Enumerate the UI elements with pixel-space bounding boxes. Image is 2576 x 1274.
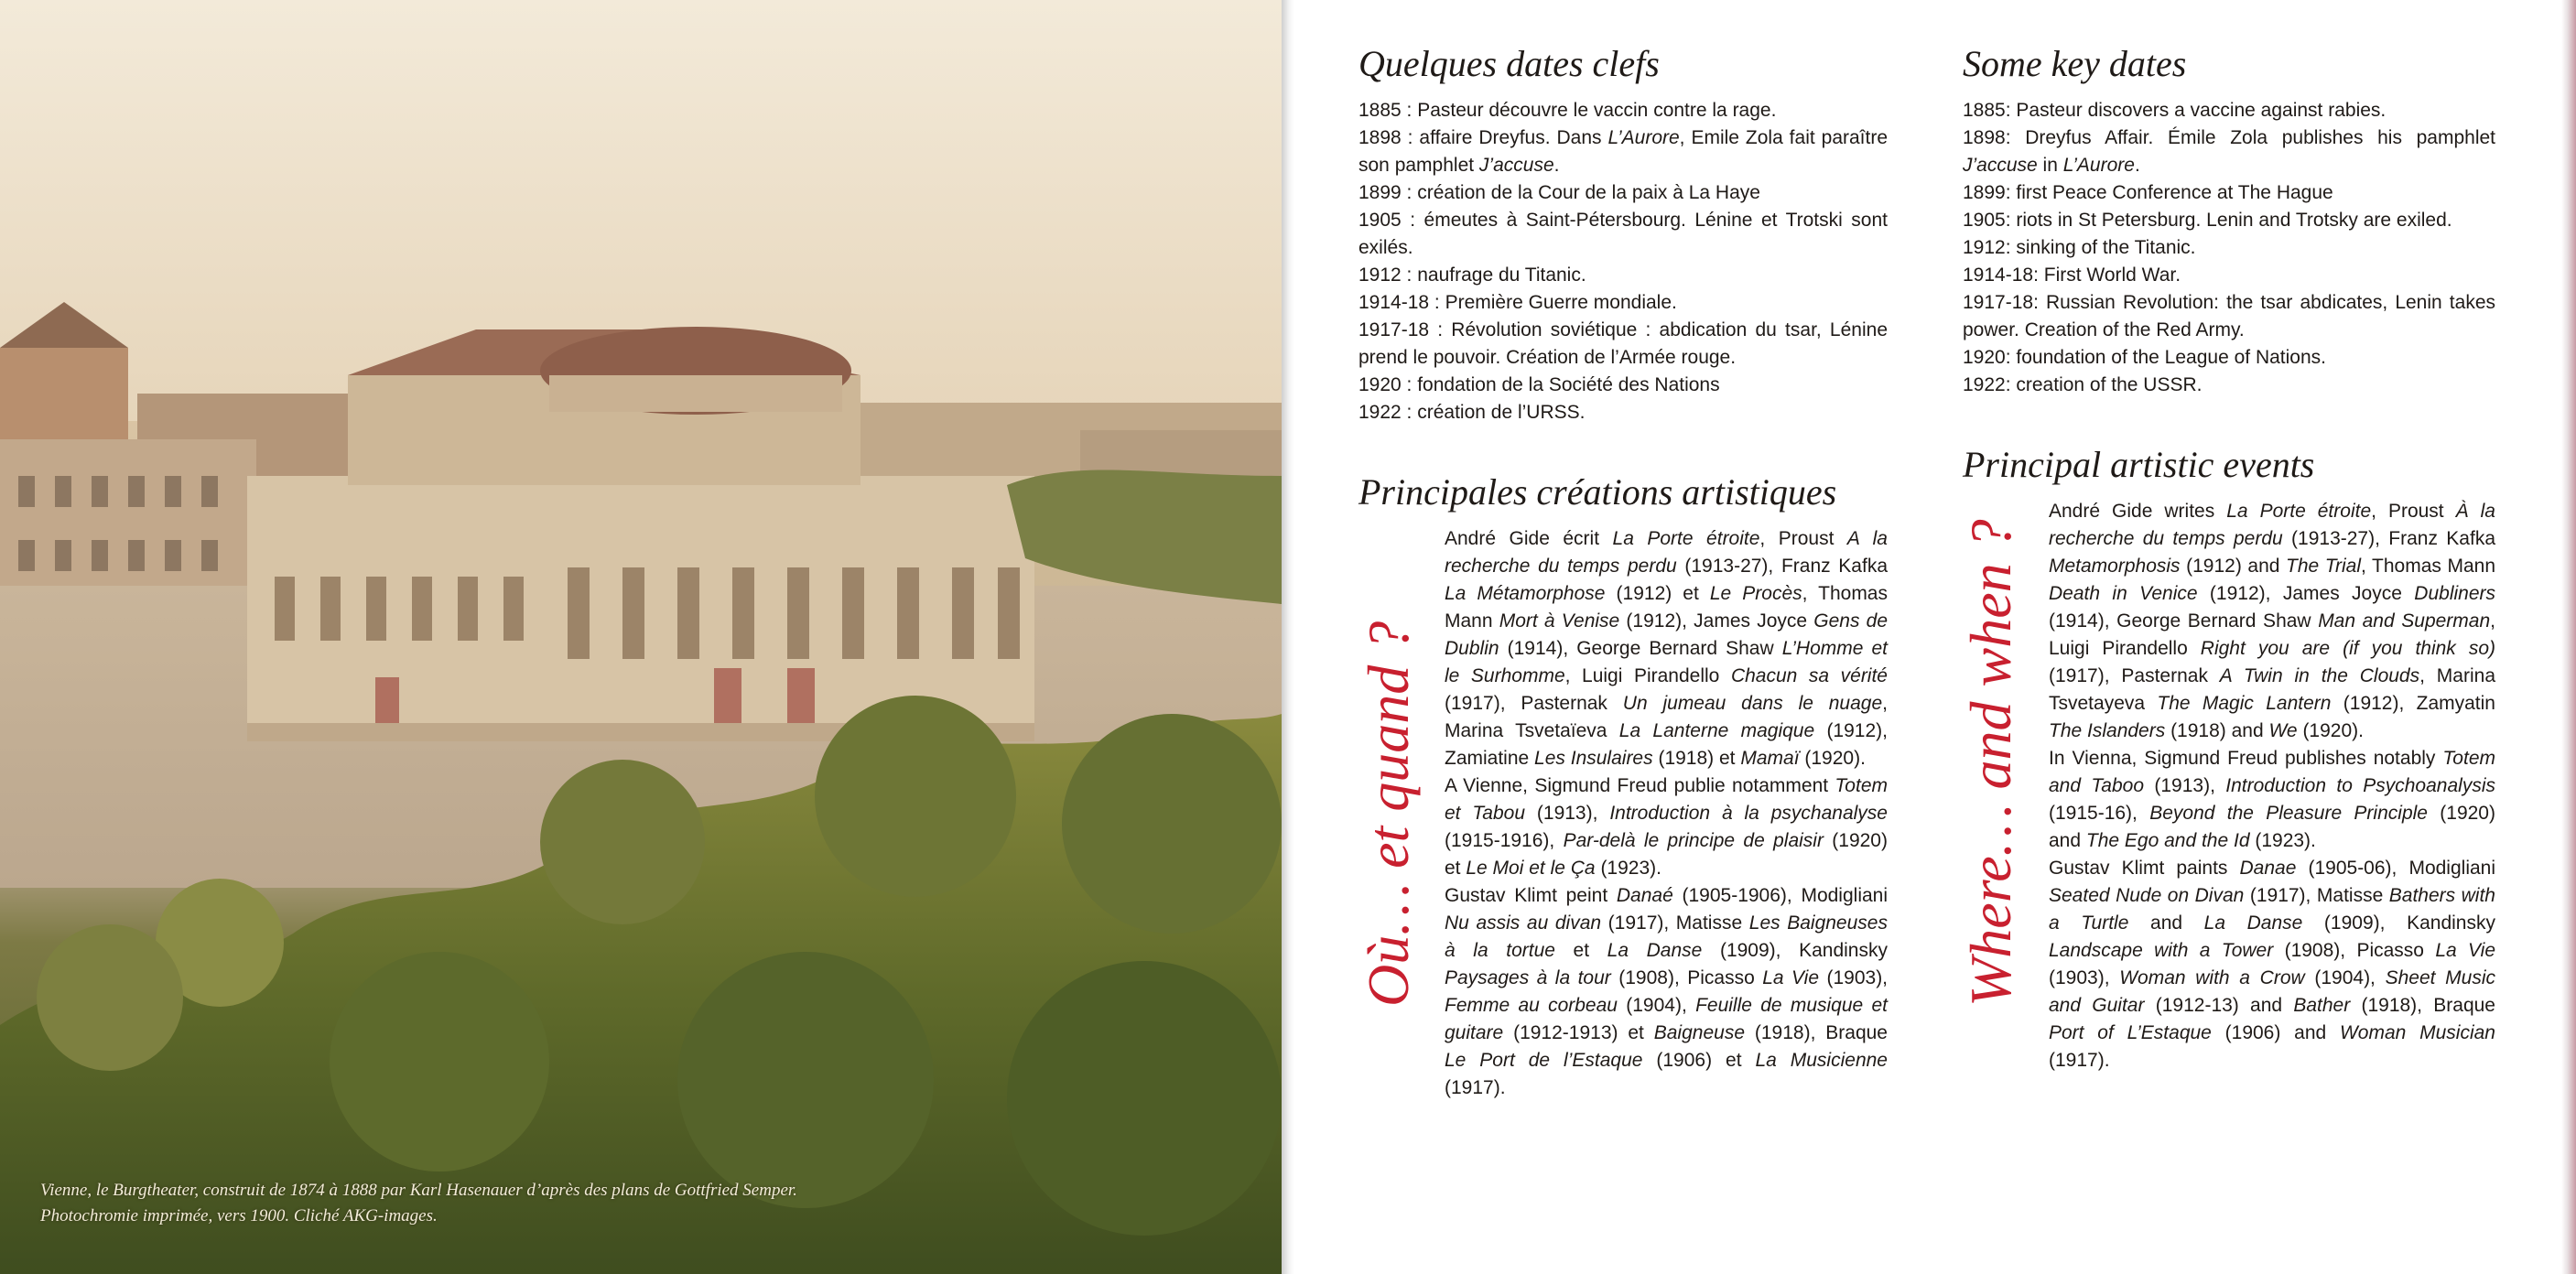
work-title: La Porte étroite <box>2226 501 2372 522</box>
work-title: Baigneuse <box>1653 1022 1745 1043</box>
work-title: Seated Nude on Divan <box>2049 885 2245 906</box>
text-page <box>1294 0 2576 1274</box>
work-title: La Danse <box>1607 940 1703 961</box>
english-side-title: Where… and when ? <box>1958 519 2023 1007</box>
english-works-text <box>1963 498 2495 1074</box>
date-entry: 1914-18 : Première Guerre mondiale. <box>1358 292 1677 313</box>
work-title: A la recherche du temps perdu <box>1445 528 1888 577</box>
work-title: Le Moi et le Ça <box>1466 858 1596 879</box>
date-entry: 1922: creation of the USSR. <box>1963 374 2203 395</box>
date-entry: 1922 : création de l’URSS. <box>1358 402 1586 423</box>
work-title: Le Procès <box>1709 583 1802 604</box>
work-title: A Twin in the Clouds <box>2219 665 2420 686</box>
caption-line-2: Photochromie imprimée, vers 1900. Cliché AKG-images. <box>40 1206 438 1225</box>
date-entry: 1899: first Peace Conference at The Hague <box>1963 182 2333 203</box>
french-dates-heading: Quelques dates clefs <box>1358 43 1660 84</box>
work-title: La Vie <box>2435 940 2495 961</box>
work-title: Woman Musician <box>2339 1022 2495 1043</box>
work-title: Woman with a Crow <box>2119 967 2305 988</box>
english-dates-heading: Some key dates <box>1963 43 2187 84</box>
work-title: The Ego and the Id <box>2085 830 2250 851</box>
works-paragraph-painting: Gustav Klimt peint Danaé (1905-1906), Modigliani Nu assis au divan (1917), Matisse Les Baigneuses à la tortue et La Danse (1909), Kandinsky Paysages à la tour (1908), Picasso La Vie (1903), Femme au corbeau (1904), Feuille de musique et guitare (1912-1913) et Baigneuse (1918), Braque Le Port de l’Estaque (1906) et La Musicienne (1917). <box>1445 885 1889 1098</box>
date-entry: 1912: sinking of the Titanic. <box>1963 237 2196 258</box>
date-entry: 1898: Dreyfus Affair. Émile Zola publishes his pamphlet J’accuse in L’Aurore. <box>1963 127 2495 176</box>
work-title: À la recherche du temps perdu <box>2049 501 2495 549</box>
work-title: Les Insulaires <box>1534 748 1653 769</box>
work-title: Introduction to Psychoanalysis <box>2225 775 2495 796</box>
french-column <box>1358 40 1888 1102</box>
date-entry-italic: L’Aurore <box>2062 155 2135 176</box>
work-title: Un jumeau dans le nuage <box>1622 693 1883 714</box>
work-title: La Musicienne <box>1755 1050 1888 1071</box>
english-column <box>1963 40 2495 1074</box>
date-entry: 1920 : fondation de la Société des Nations <box>1358 374 1720 395</box>
work-title: La Vie <box>1762 967 1820 988</box>
work-title: Mort à Venise <box>1499 610 1620 632</box>
english-dates-list <box>1963 97 2495 399</box>
work-title: Dubliners <box>2414 583 2496 604</box>
work-title: Le Port de l’Estaque <box>1445 1050 1643 1071</box>
french-works-text <box>1358 525 1888 1102</box>
date-entry: 1905: riots in St Petersburg. Lenin and Trotsky are exiled. <box>1963 210 2452 231</box>
works-paragraph-freud: In Vienna, Sigmund Freud publishes notably Totem and Taboo (1913), Introduction to Psychoanalysis (1915-16), Beyond the Pleasure Principle (1920) and The Ego and the Id (1923). <box>2049 748 2495 851</box>
works-paragraph-literature: André Gide écrit La Porte étroite, Proust A la recherche du temps perdu (1913-27), Franz Kafka La Métamorphose (1912) et Le Procès, Thomas Mann Mort à Venise (1912), James Joyce Gens de Dublin (1914), George Bernard Shaw L’Homme et le Surhomme, Luigi Pirandello Chacun sa vérité (1917), Pasternak Un jumeau dans le nuage, Marina Tsvetaïeva La Lanterne magique (1912), Zamiatine Les Insulaires (1918) et Mamaï (1920). <box>1445 528 1888 769</box>
work-title: La Métamorphose <box>1445 583 1606 604</box>
work-title: Les Baigneuses à la tortue <box>1445 912 1888 961</box>
work-title: We <box>2268 720 2298 741</box>
work-title: Right you are (if you think so) <box>2200 638 2495 659</box>
works-paragraph-painting: Gustav Klimt paints Danae (1905-06), Modigliani Seated Nude on Divan (1917), Matisse Bathers with a Turtle and La Danse (1909), Kandinsky Landscape with a Tower (1908), Picasso La Vie (1903), Woman with a Crow (1904), Sheet Music and Guitar (1912-13) and Bather (1918), Braque Port of L’Estaque (1906) and Woman Musician (1917). <box>2049 858 2496 1071</box>
work-title: Totem et Tabou <box>1445 775 1888 824</box>
date-entry: 1912 : naufrage du Titanic. <box>1358 265 1586 286</box>
work-title: Feuille de musique et guitare <box>1445 995 1888 1043</box>
burgtheater-photo <box>0 0 1282 1274</box>
work-title: Paysages à la tour <box>1445 967 1611 988</box>
work-title: Femme au corbeau <box>1445 995 1618 1016</box>
work-title: Mamaï <box>1740 748 1800 769</box>
work-title: The Islanders <box>2049 720 2166 741</box>
work-title: Port of L’Estaque <box>2049 1022 2212 1043</box>
work-title: L’Homme et le Surhomme <box>1445 638 1888 686</box>
caption-line-1: Vienne, le Burgtheater, construit de 1874 à 1888 par Karl Hasenauer d’après des plans de Gottfried Semper. <box>40 1181 797 1200</box>
date-entry: 1917-18 : Révolution soviétique : abdication du tsar, Lénine prend le pouvoir. Création de l’Armée rouge. <box>1358 319 1888 368</box>
date-entry: 1885: Pasteur discovers a vaccine against rabies. <box>1963 100 2387 121</box>
work-title: Danaé <box>1616 885 1673 906</box>
work-title: La Lanterne magique <box>1618 720 1815 741</box>
work-title: Man and Superman <box>2318 610 2491 632</box>
work-title: La Danse <box>2203 912 2303 934</box>
photo-page <box>0 0 1282 1274</box>
french-works-heading: Principales créations artistiques <box>1358 471 1837 513</box>
work-title: Landscape with a Tower <box>2049 940 2274 961</box>
work-title: Nu assis au divan <box>1445 912 1602 934</box>
work-title: Par-delà le principe de plaisir <box>1563 830 1824 851</box>
work-title: Danae <box>2239 858 2297 879</box>
french-dates-list <box>1358 97 1888 426</box>
work-title: The Trial <box>2286 556 2362 577</box>
photo-caption <box>40 1178 956 1229</box>
date-entry-italic: J’accuse <box>1963 155 2038 176</box>
work-title: The Magic Lantern <box>2157 693 2332 714</box>
english-works-heading: Principal artistic events <box>1963 444 2315 485</box>
work-title: Totem and Taboo <box>2049 748 2495 796</box>
book-gutter <box>1282 0 1294 1274</box>
date-entry: 1885 : Pasteur découvre le vaccin contre la rage. <box>1358 100 1777 121</box>
date-entry-italic: L’Aurore <box>1607 127 1680 148</box>
french-side-title: Où… et quand ? <box>1356 621 1421 1007</box>
work-title: Death in Venice <box>2049 583 2198 604</box>
work-title: La Porte étroite <box>1612 528 1760 549</box>
date-entry: 1905 : émeutes à Saint-Pétersbourg. Lénine et Trotski sont exilés. <box>1358 210 1888 258</box>
work-title: Sheet Music and Guitar <box>2049 967 2495 1016</box>
date-entry: 1899 : création de la Cour de la paix à La Haye <box>1358 182 1760 203</box>
date-entry: 1917-18: Russian Revolution: the tsar abdicates, Lenin takes power. Creation of the Red Army. <box>1963 292 2495 340</box>
date-entry-italic: J’accuse <box>1478 155 1554 176</box>
work-title: Metamorphosis <box>2049 556 2181 577</box>
work-title: Introduction à la psychanalyse <box>1609 803 1888 824</box>
date-entry: 1914-18: First World War. <box>1963 265 2181 286</box>
work-title: Gens de Dublin <box>1445 610 1888 659</box>
date-entry: 1898 : affaire Dreyfus. Dans L’Aurore, Emile Zola fait paraître son pamphlet J’accuse. <box>1358 127 1889 176</box>
work-title: Bather <box>2293 995 2351 1016</box>
page-edge <box>2561 0 2576 1274</box>
date-entry: 1920: foundation of the League of Nations. <box>1963 347 2326 368</box>
works-paragraph-freud: A Vienne, Sigmund Freud publie notamment Totem et Tabou (1913), Introduction à la psychanalyse (1915-1916), Par-delà le principe de plaisir (1920) et Le Moi et le Ça (1923). <box>1445 775 1888 879</box>
work-title: Beyond the Pleasure Principle <box>2149 803 2428 824</box>
works-paragraph-literature: André Gide writes La Porte étroite, Proust À la recherche du temps perdu (1913-27), Franz Kafka Metamorphosis (1912) and The Trial, Thomas Mann Death in Venice (1912), James Joyce Dubliners (1914), George Bernard Shaw Man and Superman, Luigi Pirandello Right you are (if you think so) (1917), Pasternak A Twin in the Clouds, Marina Tsvetayeva The Magic Lantern (1912), Zamyatin The Islanders (1918) and We (1920). <box>2049 501 2496 741</box>
work-title: Bathers with a Turtle <box>2049 885 2495 934</box>
work-title: Chacun sa vérité <box>1730 665 1888 686</box>
